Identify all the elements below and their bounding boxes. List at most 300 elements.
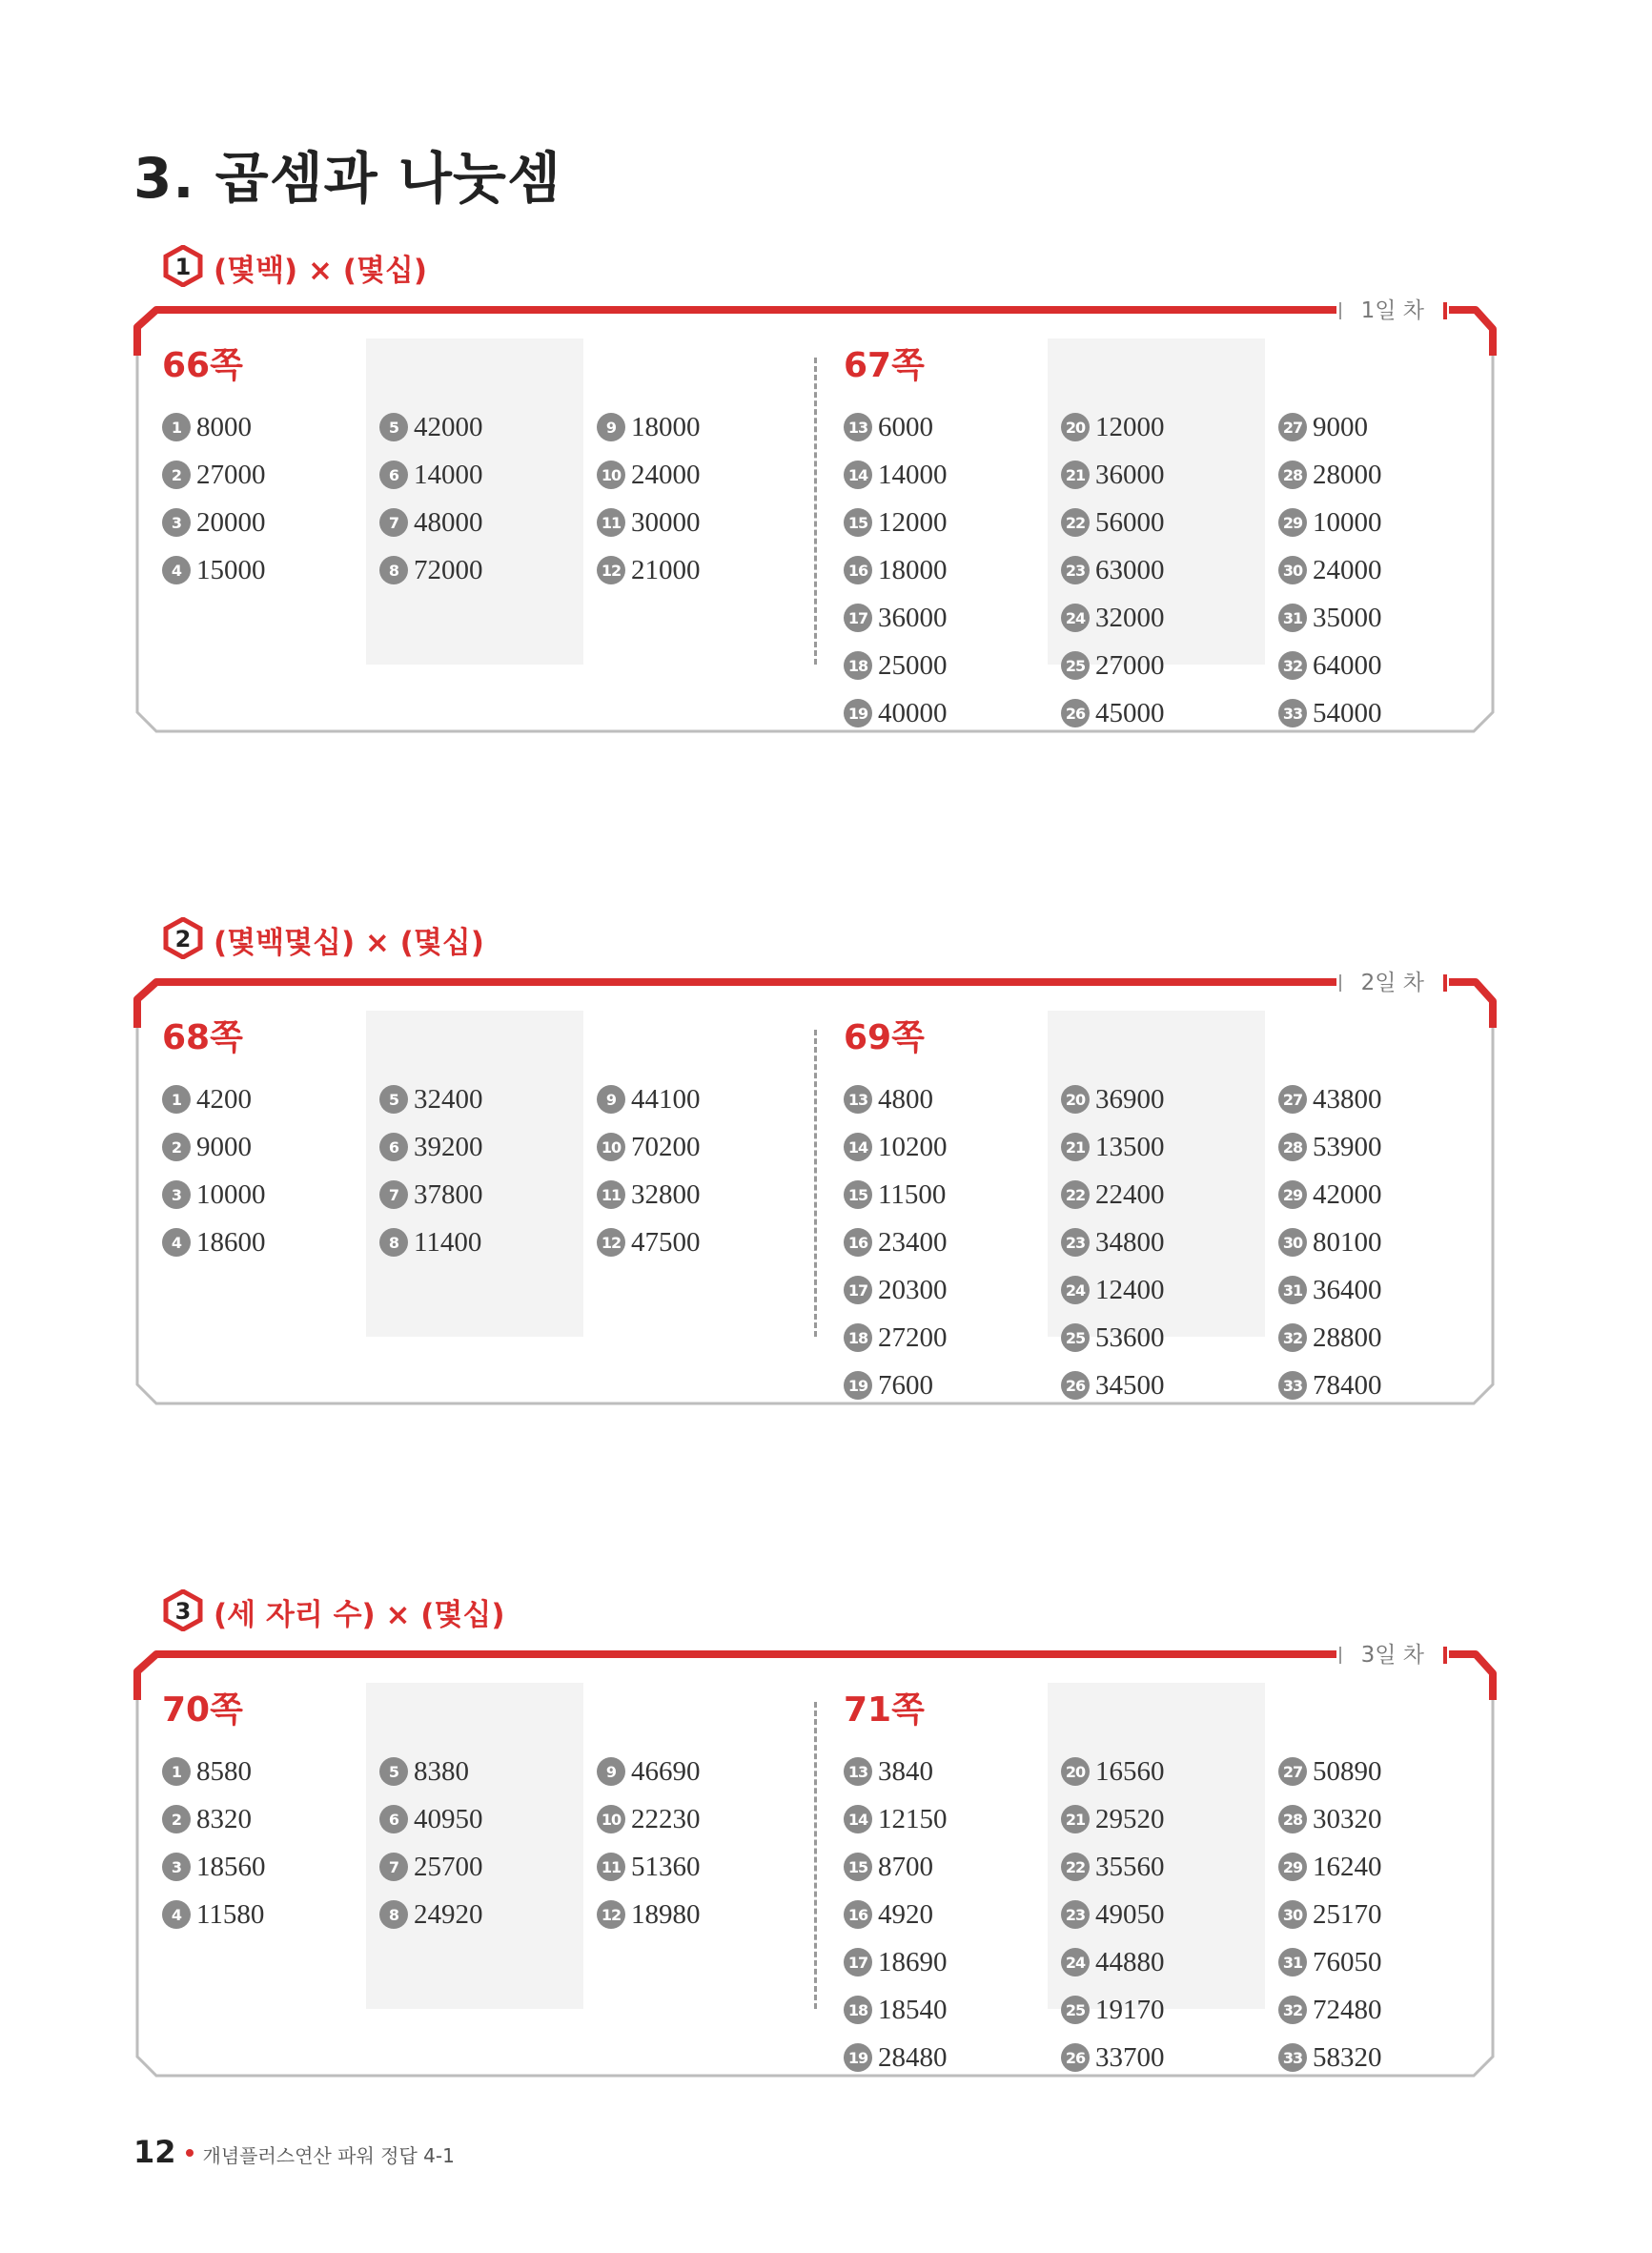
problem-number-badge: 4	[162, 556, 191, 584]
problem-number-badge: 15	[844, 1180, 872, 1209]
problem-number-badge: 31	[1278, 1948, 1307, 1976]
answer-item	[162, 1843, 266, 1891]
answer-item	[597, 1891, 701, 1938]
answer-value: 4200	[196, 1083, 252, 1115]
answer-item	[1278, 1362, 1382, 1409]
answer-item	[1278, 1986, 1382, 2034]
answer-value: 49050	[1095, 1898, 1165, 1930]
problem-number-badge: 28	[1278, 1805, 1307, 1833]
problem-number-badge: 5	[379, 1757, 408, 1786]
answer-item	[1278, 1266, 1382, 1314]
problem-number-badge: 7	[379, 1180, 408, 1209]
problem-number-badge: 30	[1278, 556, 1307, 584]
problem-number-badge: 9	[597, 1757, 625, 1786]
answer-value: 25700	[414, 1851, 483, 1882]
answer-value: 44880	[1095, 1946, 1165, 1977]
answer-item	[1061, 1843, 1165, 1891]
answer-item	[844, 1843, 948, 1891]
problem-number-badge: 14	[844, 1805, 872, 1833]
answer-value: 36000	[1095, 459, 1165, 490]
answer-value: 11500	[878, 1178, 947, 1210]
problem-number-badge: 14	[844, 461, 872, 489]
problem-number-badge: 6	[379, 1133, 408, 1161]
answer-column	[597, 403, 701, 594]
problem-number-badge: 11	[597, 508, 625, 537]
answer-value: 6000	[878, 411, 933, 442]
answer-item	[1061, 1266, 1165, 1314]
answer-value: 8700	[878, 1851, 933, 1882]
answer-item	[162, 1171, 266, 1219]
problem-number-badge: 22	[1061, 1180, 1090, 1209]
answer-column	[1061, 403, 1165, 737]
page-number: 12	[133, 2134, 176, 2170]
answer-item	[1278, 1075, 1382, 1123]
answer-item	[1278, 451, 1382, 499]
answer-value: 35000	[1313, 602, 1382, 633]
answer-column	[1278, 1075, 1382, 1409]
answer-item	[844, 1219, 948, 1266]
answer-value: 24920	[414, 1898, 483, 1930]
problem-number-badge: 26	[1061, 2043, 1090, 2072]
answer-value: 10000	[1313, 506, 1382, 538]
answer-value: 8580	[196, 1755, 252, 1787]
answer-value: 14000	[414, 459, 483, 490]
answer-value: 9000	[196, 1131, 252, 1162]
answer-value: 24000	[1313, 554, 1382, 585]
problem-number-badge: 13	[844, 1757, 872, 1786]
problem-number-badge: 23	[1061, 556, 1090, 584]
answer-item	[844, 1266, 948, 1314]
answer-value: 63000	[1095, 554, 1165, 585]
answer-value: 8380	[414, 1755, 469, 1787]
problem-number-badge: 17	[844, 1948, 872, 1976]
answer-value: 10000	[196, 1178, 266, 1210]
answer-item	[597, 403, 701, 451]
answer-item	[597, 1843, 701, 1891]
answer-item	[379, 1219, 483, 1266]
answer-item	[1278, 1171, 1382, 1219]
answer-item	[1061, 546, 1165, 594]
problem-number-badge: 8	[379, 556, 408, 584]
answer-item	[1061, 1748, 1165, 1795]
answer-value: 9000	[1313, 411, 1368, 442]
answer-value: 18600	[196, 1226, 266, 1258]
answer-item	[1061, 451, 1165, 499]
bullet-dot-icon	[186, 2149, 194, 2157]
answer-item	[379, 1748, 483, 1795]
answer-item	[844, 1075, 948, 1123]
problem-number-badge: 21	[1061, 1133, 1090, 1161]
answer-item	[597, 1171, 701, 1219]
answer-section	[133, 243, 1497, 787]
problem-number-badge: 12	[597, 1900, 625, 1929]
answer-value: 4800	[878, 1083, 933, 1115]
section-header	[162, 243, 427, 291]
problem-number-badge: 19	[844, 699, 872, 727]
answer-item	[1278, 1891, 1382, 1938]
answer-value: 8000	[196, 411, 252, 442]
problem-number-badge: 3	[162, 1853, 191, 1881]
answer-value: 43800	[1313, 1083, 1382, 1115]
answer-value: 51360	[631, 1851, 701, 1882]
answer-value: 48000	[414, 506, 483, 538]
left-page-label: 68쪽	[162, 1018, 243, 1057]
answer-item	[162, 546, 266, 594]
answer-item	[379, 1171, 483, 1219]
answer-value: 18980	[631, 1898, 701, 1930]
problem-number-badge: 4	[162, 1900, 191, 1929]
answer-value: 32800	[631, 1178, 701, 1210]
answer-item	[1278, 2034, 1382, 2081]
problem-number-badge: 11	[597, 1853, 625, 1881]
problem-number-badge: 7	[379, 508, 408, 537]
answer-item	[844, 689, 948, 737]
answer-item	[162, 499, 266, 546]
problem-number-badge: 10	[597, 461, 625, 489]
right-page-label: 67쪽	[844, 346, 925, 385]
answer-item	[1278, 546, 1382, 594]
chapter-title: 3. 곱셈과 나눗셈	[133, 146, 561, 211]
problem-number-badge: 13	[844, 413, 872, 441]
answer-value: 54000	[1313, 697, 1382, 728]
answer-value: 72480	[1313, 1994, 1382, 2025]
problem-number-badge: 24	[1061, 1948, 1090, 1976]
answer-item	[1061, 594, 1165, 642]
answer-value: 28000	[1313, 459, 1382, 490]
problem-number-badge: 12	[597, 556, 625, 584]
problem-number-badge: 30	[1278, 1228, 1307, 1257]
page-footer	[133, 2134, 455, 2170]
answer-value: 12000	[878, 506, 948, 538]
answer-column	[844, 1075, 948, 1409]
problem-number-badge: 8	[379, 1228, 408, 1257]
answer-item	[379, 1843, 483, 1891]
answer-item	[379, 546, 483, 594]
answer-value: 30000	[631, 506, 701, 538]
answer-value: 47500	[631, 1226, 701, 1258]
answer-item	[844, 1986, 948, 2034]
answer-value: 64000	[1313, 649, 1382, 681]
problem-number-badge: 28	[1278, 1133, 1307, 1161]
problem-number-badge: 28	[1278, 461, 1307, 489]
answer-item	[379, 1795, 483, 1843]
answer-item	[1061, 1938, 1165, 1986]
problem-number-badge: 29	[1278, 1180, 1307, 1209]
answer-item	[1061, 1075, 1165, 1123]
book-title: 개념플러스연산 파워 정답 4-1	[202, 2144, 455, 2167]
answer-value: 36400	[1313, 1274, 1382, 1305]
answer-item	[1278, 1219, 1382, 1266]
problem-number-badge: 22	[1061, 508, 1090, 537]
answer-item	[597, 499, 701, 546]
answer-value: 27000	[196, 459, 266, 490]
answer-column	[844, 1748, 948, 2081]
answer-value: 32400	[414, 1083, 483, 1115]
answer-value: 21000	[631, 554, 701, 585]
answer-item	[597, 451, 701, 499]
answer-value: 25170	[1313, 1898, 1382, 1930]
answer-value: 28800	[1313, 1321, 1382, 1353]
problem-number-badge: 26	[1061, 1371, 1090, 1400]
answer-value: 22400	[1095, 1178, 1165, 1210]
answer-item	[162, 403, 266, 451]
answer-value: 16560	[1095, 1755, 1165, 1787]
answer-column	[162, 1748, 266, 1938]
answer-value: 25000	[878, 649, 948, 681]
answer-item	[162, 1123, 266, 1171]
problem-number-badge: 25	[1061, 1996, 1090, 2024]
problem-number-badge: 20	[1061, 1757, 1090, 1786]
answer-value: 18690	[878, 1946, 948, 1977]
answer-column	[1061, 1748, 1165, 2081]
problem-number-badge: 26	[1061, 699, 1090, 727]
problem-number-badge: 23	[1061, 1900, 1090, 1929]
answer-item	[162, 1075, 266, 1123]
hexagon-number-icon	[162, 1590, 204, 1632]
problem-number-badge: 2	[162, 461, 191, 489]
problem-number-badge: 20	[1061, 413, 1090, 441]
problem-number-badge: 15	[844, 508, 872, 537]
left-page-label: 70쪽	[162, 1690, 243, 1730]
answer-item	[1061, 2034, 1165, 2081]
answer-item	[379, 499, 483, 546]
answer-item	[1278, 1843, 1382, 1891]
problem-number-badge: 8	[379, 1900, 408, 1929]
answer-value: 53900	[1313, 1131, 1382, 1162]
answer-value: 10200	[878, 1131, 948, 1162]
answer-value: 36000	[878, 602, 948, 633]
answer-value: 46690	[631, 1755, 701, 1787]
answer-value: 58320	[1313, 2041, 1382, 2073]
answer-column	[597, 1748, 701, 1938]
problem-number-badge: 23	[1061, 1228, 1090, 1257]
problem-number-badge: 25	[1061, 651, 1090, 680]
problem-number-badge: 16	[844, 1900, 872, 1929]
answer-item	[844, 1795, 948, 1843]
problem-number-badge: 10	[597, 1133, 625, 1161]
problem-number-badge: 18	[844, 1996, 872, 2024]
answer-value: 40000	[878, 697, 948, 728]
answer-item	[844, 403, 948, 451]
answer-item	[844, 642, 948, 689]
answer-item	[379, 403, 483, 451]
problem-number-badge: 29	[1278, 508, 1307, 537]
problem-number-badge: 17	[844, 1276, 872, 1304]
answer-value: 8320	[196, 1803, 252, 1834]
answer-section	[133, 915, 1497, 1459]
answer-item	[844, 546, 948, 594]
section-number: 3	[174, 1598, 192, 1625]
day-label: 2일 차	[1356, 965, 1430, 996]
answer-item	[1278, 1123, 1382, 1171]
answer-item	[1061, 1891, 1165, 1938]
answer-value: 19170	[1095, 1994, 1165, 2025]
answer-item	[1278, 689, 1382, 737]
answer-value: 76050	[1313, 1946, 1382, 1977]
answer-item	[844, 1123, 948, 1171]
answer-value: 11580	[196, 1898, 265, 1930]
answer-item	[1278, 1314, 1382, 1362]
problem-number-badge: 32	[1278, 1996, 1307, 2024]
answer-value: 45000	[1095, 697, 1165, 728]
answer-value: 50890	[1313, 1755, 1382, 1787]
answer-value: 4920	[878, 1898, 933, 1930]
answer-item	[1061, 403, 1165, 451]
problem-number-badge: 16	[844, 556, 872, 584]
answer-item	[379, 1123, 483, 1171]
answer-value: 18000	[631, 411, 701, 442]
problem-number-badge: 4	[162, 1228, 191, 1257]
answer-item	[1278, 1795, 1382, 1843]
answer-item	[844, 451, 948, 499]
problem-number-badge: 9	[597, 413, 625, 441]
answer-item	[1278, 1938, 1382, 1986]
problem-number-badge: 31	[1278, 1276, 1307, 1304]
answer-value: 70200	[631, 1131, 701, 1162]
problem-number-badge: 29	[1278, 1853, 1307, 1881]
answer-item	[379, 451, 483, 499]
answer-value: 11400	[414, 1226, 482, 1258]
answer-item	[162, 1795, 266, 1843]
problem-number-badge: 24	[1061, 604, 1090, 632]
answer-value: 27000	[1095, 649, 1165, 681]
problem-number-badge: 13	[844, 1085, 872, 1114]
answer-section	[133, 1587, 1497, 2131]
answer-value: 37800	[414, 1178, 483, 1210]
problem-number-badge: 19	[844, 2043, 872, 2072]
answer-value: 23400	[878, 1226, 948, 1258]
day-label: 1일 차	[1356, 293, 1430, 324]
answer-value: 34500	[1095, 1369, 1165, 1401]
section-number: 1	[174, 254, 192, 280]
page-divider	[814, 1030, 817, 1337]
answer-value: 12150	[878, 1803, 948, 1834]
answer-value: 12400	[1095, 1274, 1165, 1305]
answer-item	[844, 1171, 948, 1219]
answer-item	[597, 1795, 701, 1843]
answer-item	[597, 1123, 701, 1171]
problem-number-badge: 7	[379, 1853, 408, 1881]
problem-number-badge: 2	[162, 1133, 191, 1161]
answer-item	[597, 546, 701, 594]
answer-item	[844, 499, 948, 546]
problem-number-badge: 3	[162, 508, 191, 537]
answer-value: 33700	[1095, 2041, 1165, 2073]
answer-item	[1278, 594, 1382, 642]
answer-item	[379, 1891, 483, 1938]
answer-item	[1061, 1123, 1165, 1171]
section-title: (몇백) × (몇십)	[214, 253, 428, 288]
problem-number-badge: 33	[1278, 2043, 1307, 2072]
answer-value: 39200	[414, 1131, 483, 1162]
answer-column	[597, 1075, 701, 1266]
answer-item	[1278, 499, 1382, 546]
answer-value: 3840	[878, 1755, 933, 1787]
answer-value: 40950	[414, 1803, 483, 1834]
answer-value: 13500	[1095, 1131, 1165, 1162]
answer-item	[597, 1075, 701, 1123]
section-header	[162, 915, 484, 963]
problem-number-badge: 2	[162, 1805, 191, 1833]
left-page-label: 66쪽	[162, 346, 243, 385]
problem-number-badge: 6	[379, 1805, 408, 1833]
problem-number-badge: 27	[1278, 1085, 1307, 1114]
answer-column	[162, 403, 266, 594]
problem-number-badge: 18	[844, 651, 872, 680]
answer-value: 36900	[1095, 1083, 1165, 1115]
answer-value: 16240	[1313, 1851, 1382, 1882]
answer-column	[379, 403, 483, 594]
right-page-label: 69쪽	[844, 1018, 925, 1057]
hexagon-number-icon	[162, 918, 204, 960]
answer-item	[1061, 689, 1165, 737]
answer-item	[1061, 1171, 1165, 1219]
problem-number-badge: 3	[162, 1180, 191, 1209]
page-divider	[814, 358, 817, 665]
problem-number-badge: 1	[162, 1085, 191, 1114]
answer-item	[844, 1314, 948, 1362]
answer-column	[379, 1075, 483, 1266]
problem-number-badge: 11	[597, 1180, 625, 1209]
answer-item	[1278, 403, 1382, 451]
answer-value: 29520	[1095, 1803, 1165, 1834]
day-label: 3일 차	[1356, 1637, 1430, 1669]
section-header	[162, 1587, 505, 1635]
problem-number-badge: 9	[597, 1085, 625, 1114]
answer-item	[1061, 1362, 1165, 1409]
answer-item	[844, 1891, 948, 1938]
problem-number-badge: 5	[379, 1085, 408, 1114]
problem-number-badge: 12	[597, 1228, 625, 1257]
answer-value: 22230	[631, 1803, 701, 1834]
answer-value: 78400	[1313, 1369, 1382, 1401]
problem-number-badge: 22	[1061, 1853, 1090, 1881]
answer-value: 32000	[1095, 602, 1165, 633]
answer-item	[844, 1362, 948, 1409]
answer-value: 42000	[414, 411, 483, 442]
answer-column	[1061, 1075, 1165, 1409]
answer-value: 30320	[1313, 1803, 1382, 1834]
answer-value: 28480	[878, 2041, 948, 2073]
answer-column	[379, 1748, 483, 1938]
answer-value: 18540	[878, 1994, 948, 2025]
answer-value: 34800	[1095, 1226, 1165, 1258]
answer-value: 7600	[878, 1369, 933, 1401]
problem-number-badge: 27	[1278, 1757, 1307, 1786]
answer-column	[162, 1075, 266, 1266]
problem-number-badge: 19	[844, 1371, 872, 1400]
answer-item	[162, 1891, 266, 1938]
problem-number-badge: 32	[1278, 1323, 1307, 1352]
problem-number-badge: 18	[844, 1323, 872, 1352]
answer-value: 12000	[1095, 411, 1165, 442]
answer-value: 24000	[631, 459, 701, 490]
answer-column	[1278, 1748, 1382, 2081]
problem-number-badge: 10	[597, 1805, 625, 1833]
problem-number-badge: 16	[844, 1228, 872, 1257]
answer-item	[844, 1748, 948, 1795]
answer-item	[162, 1748, 266, 1795]
hexagon-number-icon	[162, 246, 204, 288]
answer-item	[162, 1219, 266, 1266]
answer-value: 53600	[1095, 1321, 1165, 1353]
answer-item	[1061, 1219, 1165, 1266]
answer-value: 15000	[196, 554, 266, 585]
problem-number-badge: 1	[162, 413, 191, 441]
answer-value: 44100	[631, 1083, 701, 1115]
answer-item	[379, 1075, 483, 1123]
answer-item	[844, 594, 948, 642]
